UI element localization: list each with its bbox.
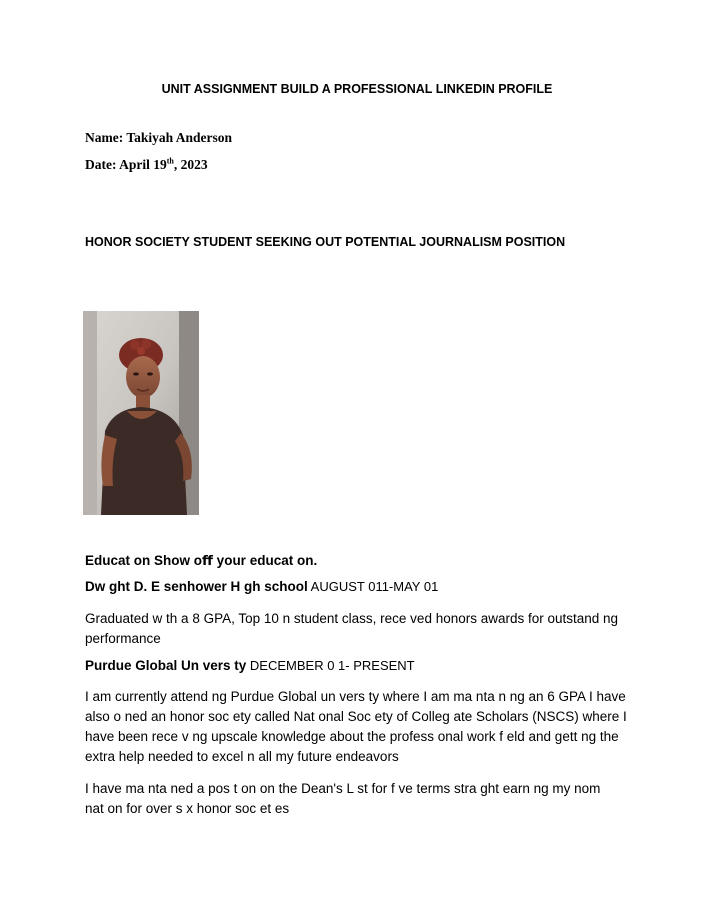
headline: HONOR SOCIETY STUDENT SEEKING OUT POTENTIAL JOURNALISM POSITION — [85, 235, 566, 249]
school-dates: AUGUST 011-MAY 01 — [307, 579, 439, 594]
name-line: Name: Takiyah Anderson — [85, 130, 233, 145]
profile-photo — [83, 311, 199, 515]
date-superscript: th — [166, 156, 174, 166]
education-extra-2: I have ma nta ned a pos t on on the Dean's L st for f ve terms stra ght earn ng my nom nat on for over s x honor soc et es — [85, 781, 601, 816]
education-description-1: Graduated w th a 8 GPA, Top 10 n student class, rece ved honors awards for outstand ng performance — [85, 611, 619, 646]
date-suffix: , 2023 — [173, 157, 208, 172]
education-heading: Educat on Show oﬀ your educat on. — [85, 553, 318, 568]
school-name: Dw ght D. E senhower H gh school — [85, 579, 308, 594]
school-name: Purdue Global Un vers ty — [85, 658, 247, 673]
school-dates: DECEMBER 0 1- PRESENT — [246, 658, 415, 673]
education-description-2: I am currently attend ng Purdue Global un vers ty where I am ma nta n ng an 6 GPA I have also o ned an honor soc ety called Nat onal Soc ety of Colleg ate Scholars (NSCS) where I have been rece v ng upscale knowledge about the profess onal work f eld and gett ng the extra help needed to excel n all my future endeavors — [85, 689, 627, 764]
date-prefix: Date: April 19 — [85, 157, 167, 172]
education-entry-school-2 — [85, 658, 415, 673]
page-title: UNIT ASSIGNMENT BUILD A PROFESSIONAL LINKEDIN PROFILE — [161, 82, 553, 96]
date-line — [85, 157, 208, 173]
education-entry-school-1 — [85, 579, 438, 594]
